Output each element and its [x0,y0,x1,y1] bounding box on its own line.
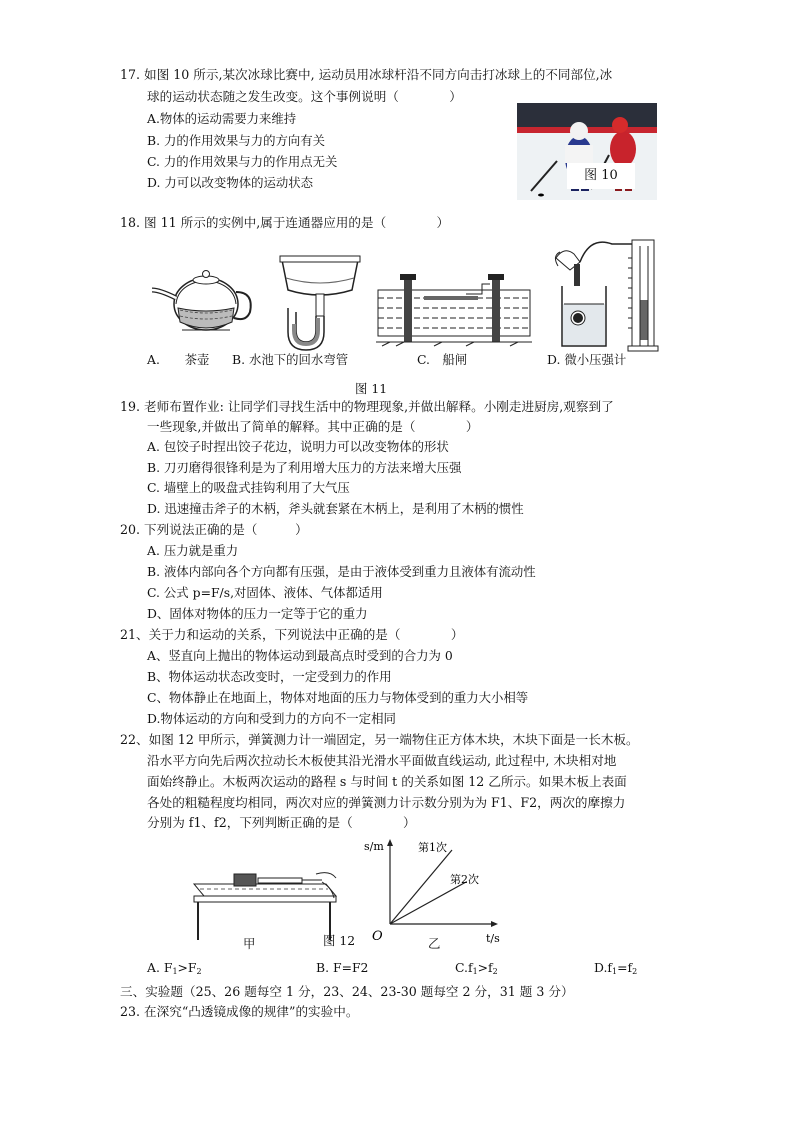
graph-x-label: t/s [486,932,500,945]
q17-stem-line2: 球的运动状态随之发生改变。这个事例说明（ ） [147,89,462,104]
q22-stem-line1: 22、如图 12 甲所示，弹簧测力计一端固定，另一端物住正方体木块，木块下面是一长木板。 [120,732,639,747]
q17-option-d: D. 力可以改变物体的运动状态 [147,175,314,190]
figure-10-hockey-photo [517,103,657,200]
q18-stem: 18. 图 11 所示的实例中,属于连通器应用的是（ ） [120,215,450,230]
graph-y-label: s/m [364,840,384,853]
q23-stem: 23. 在深究“凸透镜成像的规律”的实验中。 [120,1004,359,1019]
q22-option-d: $D.f_1=f_2$ [594,960,638,976]
q19-option-c: C. 墙壁上的吸盘式挂钩利用了大气压 [147,480,350,495]
pressure-gauge-drawing [555,240,658,351]
q22-option-c: $C.f_1>f_2$ [455,960,498,976]
q21-option-b: B、物体运动状态改变时，一定受到力的作用 [147,669,392,684]
q17-stem-line1: 17. 如图 10 所示,某次冰球比赛中, 运动员用冰球杆沿不同方向击打冰球上的不同部位,冰 [120,67,613,82]
q20-stem: 20. 下列说法正确的是（ ） [120,522,308,537]
q20-option-d: D、固体对物体的压力一定等于它的重力 [147,606,368,621]
figure-12-label: 图 12 [323,933,356,948]
q21-option-d: D.物体运动的方向和受到力的方向不一定相同 [147,711,396,726]
sink-drawing [280,256,360,350]
q20-option-c: C. 公式 p=F/s,对固体、液体、气体都适用 [147,585,383,600]
ship-lock-drawing [376,274,532,346]
q18-caption-b: B. 水池下的回水弯管 [232,352,349,367]
graph-line-1-label: 第1次 [418,841,447,854]
figure-12-jia-label: 甲 [243,936,256,951]
q21-option-c: C、物体静止在地面上，物体对地面的压力与物体受到的重力大小相等 [147,690,529,705]
q22-stem-line3: 面始终静止。木板两次运动的路程 s 与时间 t 的关系如图 12 乙所示。如果木板上表面 [147,774,627,789]
q21-stem: 21、关于力和运动的关系，下列说法中正确的是（ ） [120,627,464,642]
figure-10-label: 图 10 [567,163,635,189]
section-3-heading: 三、实验题（25、26 题每空 1 分，23、24、23-30 题每空 2 分，31 题 3 分） [120,984,574,999]
q22-stem-line5: 分别为 f1、f2，下列判断正确的是（ ） [147,815,416,830]
figure-12-st-graph [362,836,512,950]
q17-option-b: B. 力的作用效果与力的方向有关 [147,133,326,148]
graph-line-2 [390,882,466,924]
q21-option-a: A、竖直向上抛出的物体运动到最高点时受到的合力为 0 [147,648,453,663]
graph-line-1 [390,850,452,924]
q19-option-b: B. 刀刃磨得很锋利是为了利用增大压力的方法来增大压强 [147,460,462,475]
q22-stem-line2: 沿水平方向先后两次拉动长木板使其沿光滑水平面做直线运动, 此过程中, 木块相对地 [147,753,617,768]
q19-option-d: D. 迅速撞击斧子的木柄，斧头就套紧在木柄上，是利用了木柄的惯性 [147,501,524,516]
q20-option-b: B. 液体内部向各个方向都有压强，是由于液体受到重力且液体有流动性 [147,564,536,579]
q22-option-b: B. F=F2 [316,960,369,975]
q20-option-a: A. 压力就是重力 [147,543,239,558]
figure-12-jia-apparatus [190,868,340,946]
q17-option-a: A.物体的运动需要力来维持 [147,111,297,126]
q19-option-a: A. 包饺子时捏出饺子花边，说明力可以改变物体的形状 [147,439,449,454]
figure-11-label: 图 11 [355,381,388,396]
q19-stem-line2: 一些现象,并做出了简单的解释。其中正确的是（ ） [147,419,479,434]
teapot-drawing [152,271,251,331]
q22-option-a: A. $F_1>F_2$ [147,960,202,976]
q19-stem-line1: 19. 老师布置作业: 让同学们寻找生活中的物理现象,并做出解释。小刚走进厨房,观察到了 [120,399,614,414]
figure-12-yi-label: 乙 [428,936,441,951]
q18-caption-d: D. 微小压强计 [547,352,627,367]
graph-line-2-label: 第2次 [450,873,479,886]
q18-caption-a: A. 茶壶 [147,352,210,367]
figure-11-illustrations [146,238,666,360]
q22-stem-line4: 各处的粗糙程度均相同，两次对应的弹簧测力计示数分别为为 F1、F2，两次的摩擦力 [147,795,626,810]
q18-caption-c: C. 船闸 [417,352,468,367]
graph-origin: O [372,929,383,944]
q17-option-c: C. 力的作用效果与力的作用点无关 [147,154,338,169]
